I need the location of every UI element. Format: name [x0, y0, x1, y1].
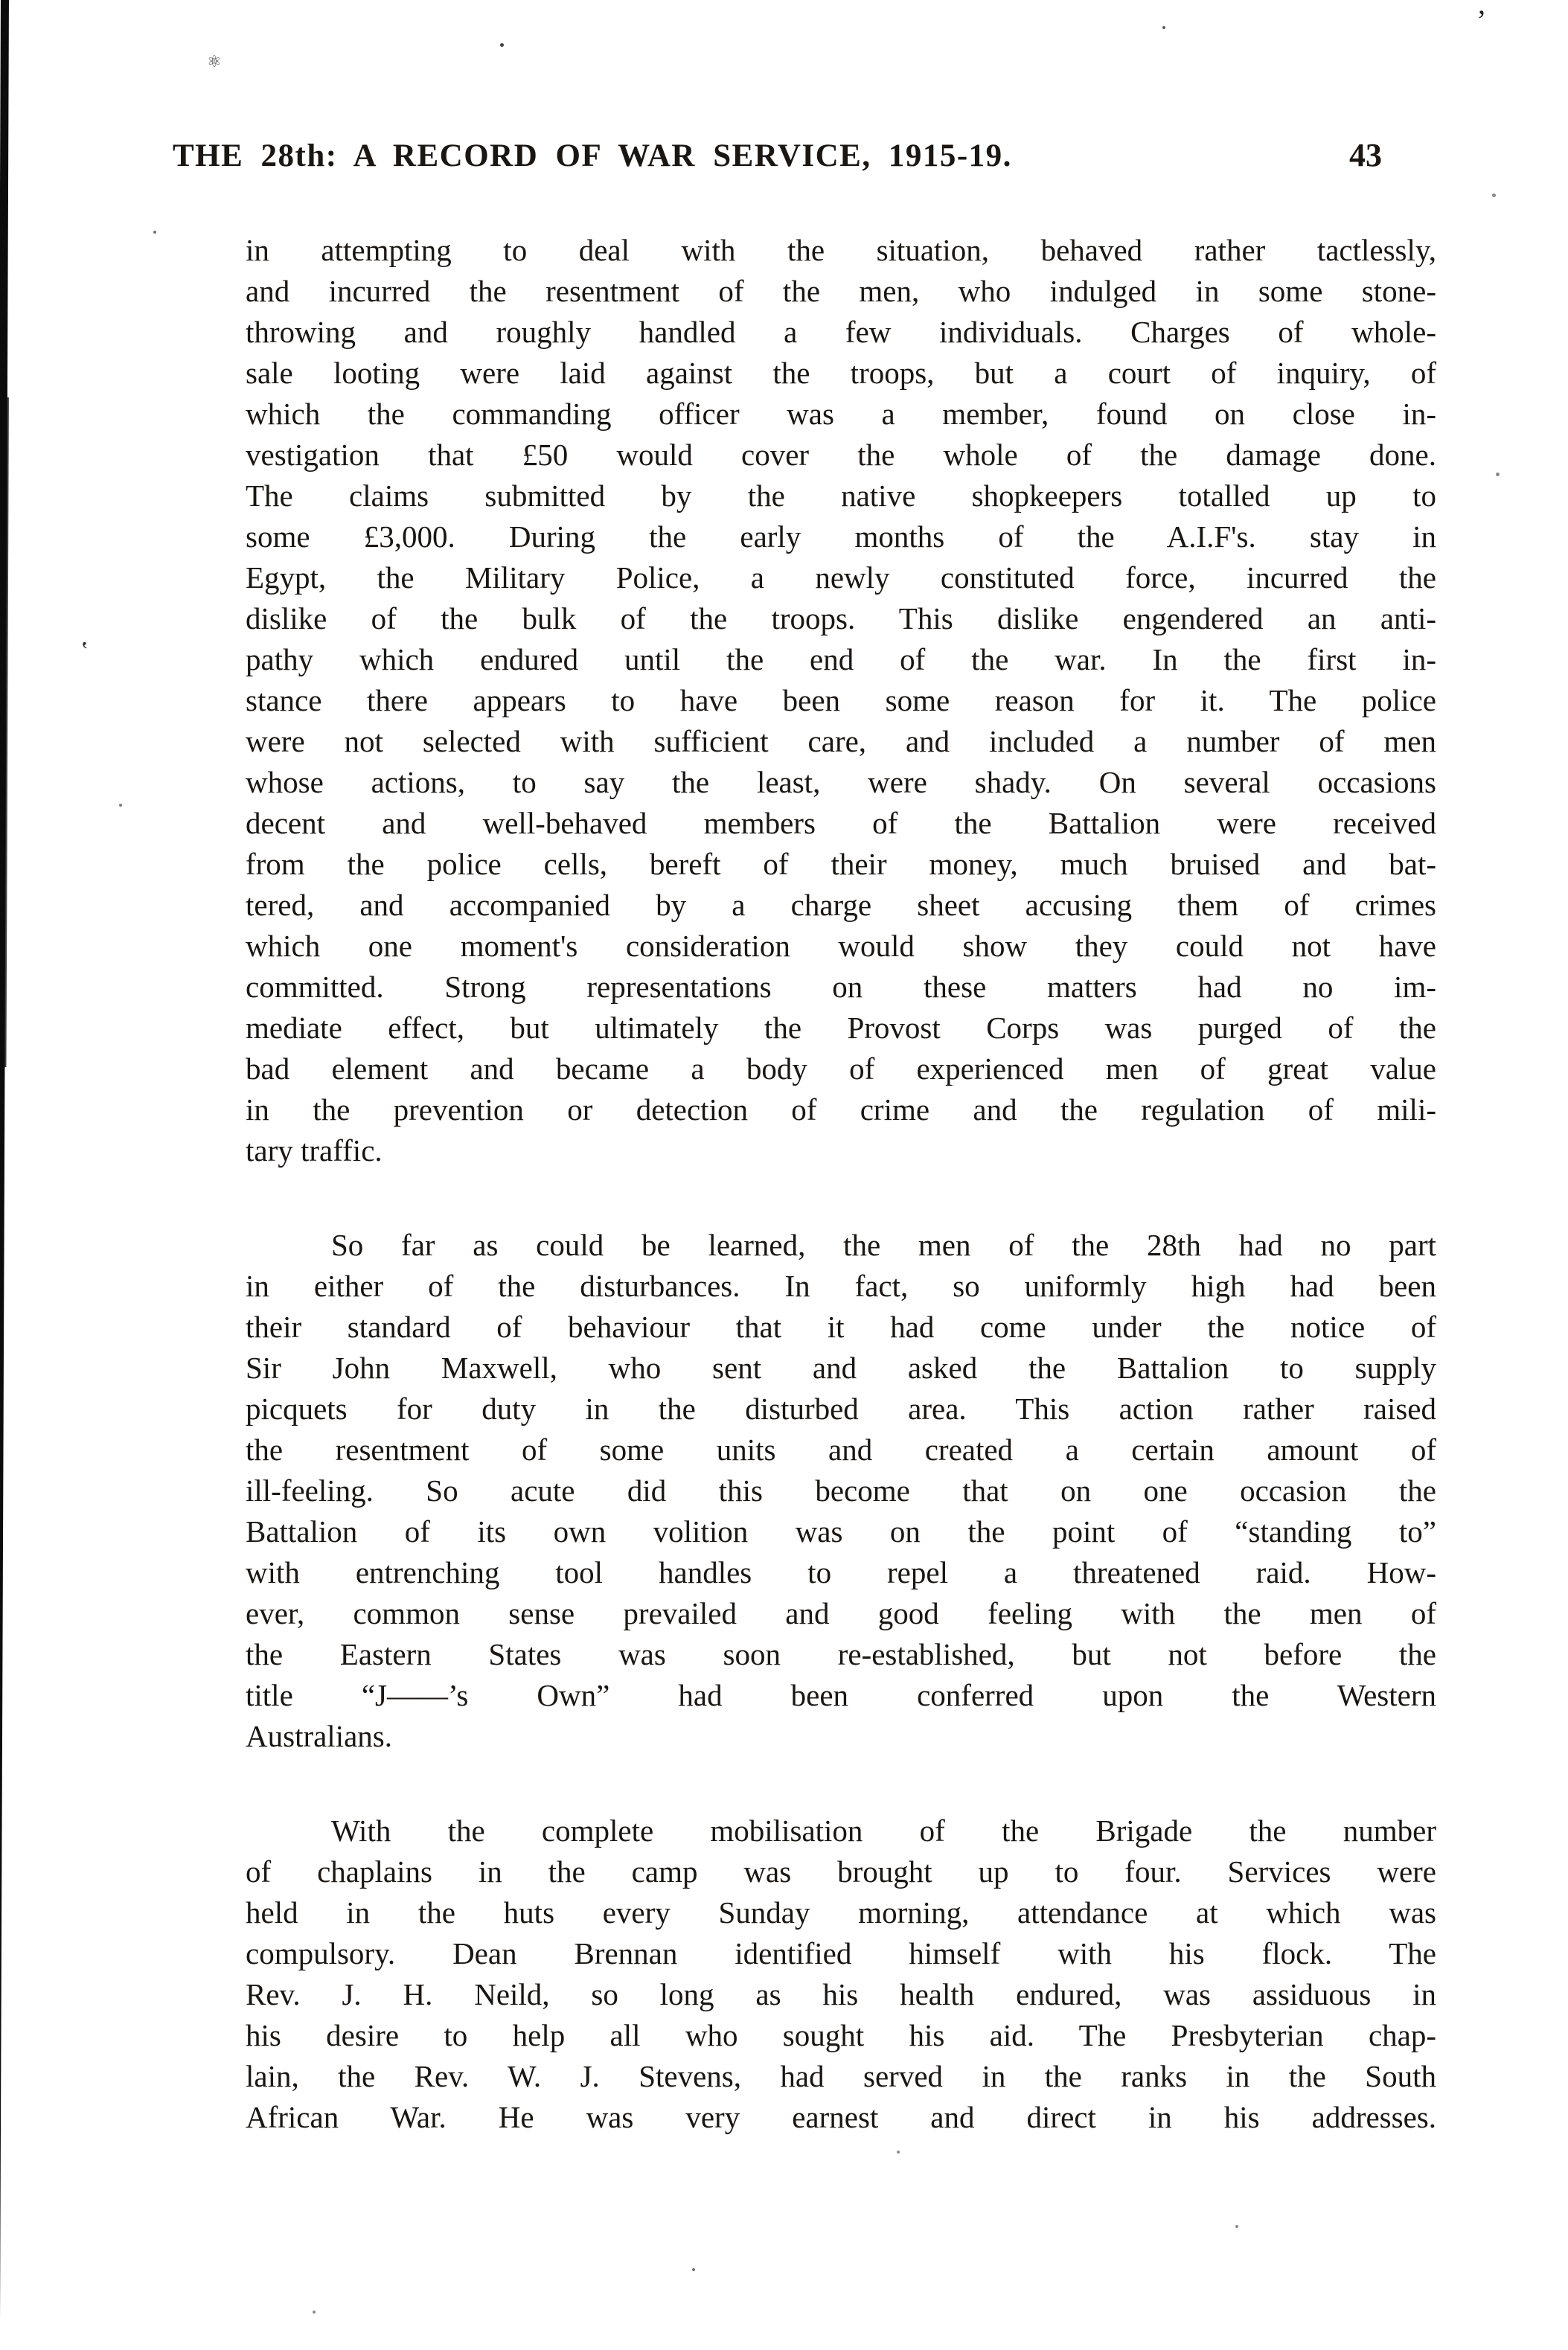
text-line: their standard of behaviour that it had come under the notice of	[246, 1310, 1436, 1344]
text-line: of chaplains in the camp was brought up to four. Services were	[246, 1854, 1436, 1889]
text-line: picquets for duty in the disturbed area. This action rather raised	[246, 1392, 1436, 1426]
binding-edge-line	[0, 0, 9, 2350]
page-body	[246, 230, 1436, 2138]
text-line: with entrenching tool handles to repel a threatened raid. How-	[246, 1555, 1436, 1589]
text-line: The claims submitted by the native shopkeepers totalled up to	[246, 478, 1436, 513]
scan-speckle: ⚛	[207, 52, 222, 71]
text-line: in either of the disturbances. In fact, so uniformly high had been	[246, 1269, 1436, 1303]
text-line: in the prevention or detection of crime and the regulation of mili-	[246, 1092, 1436, 1127]
text-line: committed. Strong representations on these matters had no im-	[246, 970, 1436, 1004]
text-line: tered, and accompanied by a charge sheet accusing them of crimes	[246, 888, 1436, 922]
paragraph	[246, 1810, 1436, 2138]
text-line: Rev. J. H. Neild, so long as his health endured, was assiduous in	[246, 1977, 1436, 2011]
scan-speckle	[119, 804, 122, 807]
text-line: Battalion of its own volition was on the point of “standing to”	[246, 1514, 1436, 1549]
text-line: which one moment's consideration would show they could not have	[246, 929, 1436, 963]
text-line: throwing and roughly handled a few individuals. Charges of whole-	[246, 315, 1436, 349]
text-line: stance there appears to have been some reason for it. The police	[246, 683, 1436, 717]
text-line: vestigation that £50 would cover the whole of the damage done.	[246, 438, 1436, 472]
text-line: lain, the Rev. W. J. Stevens, had served in the ranks in the South	[246, 2059, 1436, 2093]
text-line: Australians.	[246, 1719, 392, 1753]
text-line: Sir John Maxwell, who sent and asked the Battalion to supply	[246, 1351, 1436, 1385]
page-header	[173, 0, 1382, 176]
text-line: and incurred the resentment of the men, who indulged in some stone-	[246, 274, 1436, 308]
scan-speckle: ‛	[80, 637, 89, 665]
text-line: With the complete mobilisation of the Brigade the number	[331, 1813, 1436, 1848]
text-line: bad element and became a body of experienced men of great value	[246, 1051, 1436, 1086]
scan-speckle: ’	[1476, 4, 1487, 37]
scan-speckle	[313, 2311, 316, 2314]
text-line: pathy which endured until the end of the war. In the first in-	[246, 642, 1436, 676]
text-line: whose actions, to say the least, were shady. On several occasions	[246, 765, 1436, 799]
text-line: decent and well-behaved members of the Battalion were received	[246, 806, 1436, 840]
text-line: were not selected with sufficient care, and included a number of men	[246, 724, 1436, 758]
scan-speckle	[1492, 193, 1496, 197]
text-line: some £3,000. During the early months of the A.I.F's. stay in	[246, 519, 1436, 554]
paragraph	[246, 1225, 1436, 1757]
text-line: which the commanding officer was a member, found on close in-	[246, 397, 1436, 431]
text-line: his desire to help all who sought his aid. The Presbyterian chap-	[246, 2018, 1436, 2052]
text-line: ever, common sense prevailed and good feeling with the men of	[246, 1596, 1436, 1630]
text-line: dislike of the bulk of the troops. This dislike engendered an anti-	[246, 601, 1436, 635]
text-line: sale looting were laid against the troops, but a court of inquiry, of	[246, 356, 1436, 390]
page-title: THE 28th: A RECORD OF WAR SERVICE, 1915-19.	[173, 138, 1012, 173]
text-line: in attempting to deal with the situation, behaved rather tactlessly,	[246, 233, 1436, 267]
scan-speckle	[1496, 473, 1500, 476]
text-line: title “J——’s Own” had been conferred upon the Western	[246, 1678, 1436, 1712]
text-line: So far as could be learned, the men of the 28th had no part	[331, 1228, 1436, 1262]
page-number: 43	[1349, 137, 1382, 173]
text-line: ill-feeling. So acute did this become that on one occasion the	[246, 1473, 1436, 1508]
text-line: the Eastern States was soon re-established, but not before the	[246, 1637, 1436, 1671]
text-line: mediate effect, but ultimately the Provost Corps was purged of the	[246, 1011, 1436, 1045]
text-line: held in the huts every Sunday morning, attendance at which was	[246, 1895, 1436, 1930]
text-line: from the police cells, bereft of their money, much bruised and bat-	[246, 847, 1436, 881]
text-line: compulsory. Dean Brennan identified himself with his flock. The	[246, 1936, 1436, 1970]
text-line: the resentment of some units and created a certain amount of	[246, 1432, 1436, 1467]
scan-speckle	[897, 2151, 900, 2154]
scan-speckle	[692, 2268, 695, 2271]
text-line: African War. He was very earnest and direct in his addresses.	[246, 2100, 1436, 2134]
text-line: tary traffic.	[246, 1133, 383, 1168]
scan-speckle	[153, 231, 156, 234]
paragraph	[246, 230, 1436, 1171]
scan-speckle	[1235, 2225, 1238, 2228]
text-line: Egypt, the Military Police, a newly constituted force, incurred the	[246, 560, 1436, 595]
